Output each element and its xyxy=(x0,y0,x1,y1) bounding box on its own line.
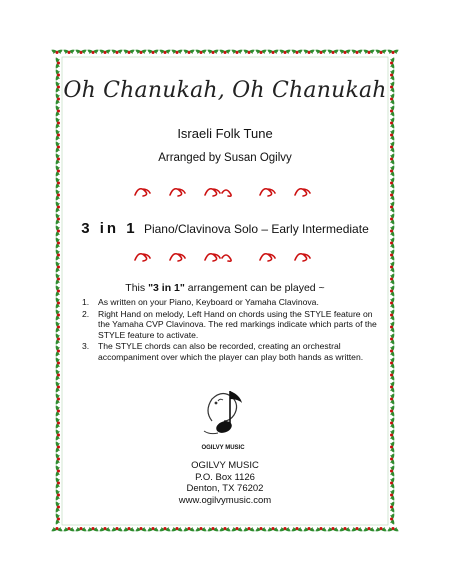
contact-name: OGILVY MUSIC xyxy=(191,460,259,471)
list-number: 2. xyxy=(82,308,90,319)
scroll-ornament-icon xyxy=(130,183,320,201)
list-item xyxy=(82,297,382,308)
logo-text: OGILVY MUSIC xyxy=(201,445,245,451)
scroll-ornament-icon xyxy=(130,248,320,266)
contact-block xyxy=(50,460,400,506)
intro-line xyxy=(50,282,400,294)
arrangement-heading xyxy=(50,220,400,237)
heading-3in1: 3 in 1 xyxy=(81,220,138,237)
instructions-list xyxy=(82,297,382,364)
contact-address: P.O. Box 1126 xyxy=(195,471,255,483)
scroll-ornament-top xyxy=(50,183,400,201)
heading-description: Piano/Clavinova Solo – Early Intermediate xyxy=(143,222,369,236)
scroll-ornament-bottom xyxy=(50,248,400,266)
intro-post: arrangement can be played ~ xyxy=(184,282,325,294)
intro-bold: "3 in 1" xyxy=(148,282,185,294)
list-number: 3. xyxy=(82,341,90,352)
list-text: Right Hand on melody, Left Hand on chords using the STYLE feature on the Yamaha CVP Clavinova. The red markings indicate which parts of the STYLE feature to activate. xyxy=(98,308,377,340)
page-title: Oh Chanukah, Oh Chanukah xyxy=(63,78,387,103)
list-text: The STYLE chords can also be recorded, creating an orchestral accompaniment over which the player can play both hands as written. xyxy=(98,341,364,362)
cover-page xyxy=(50,46,400,536)
intro-pre: This xyxy=(125,282,149,294)
subtitle: Israeli Folk Tune xyxy=(177,126,273,141)
list-text: As written on your Piano, Keyboard or Yamaha Clavinova. xyxy=(98,297,319,307)
list-item xyxy=(82,341,382,362)
list-item xyxy=(82,309,382,341)
ogilvy-music-logo xyxy=(192,381,254,456)
list-number: 1. xyxy=(82,297,90,307)
website-link[interactable]: www.ogilvymusic.com xyxy=(178,494,272,506)
arranger-credit: Arranged by Susan Ogilvy xyxy=(158,152,292,164)
contact-city: Denton, TX 76202 xyxy=(186,483,264,494)
